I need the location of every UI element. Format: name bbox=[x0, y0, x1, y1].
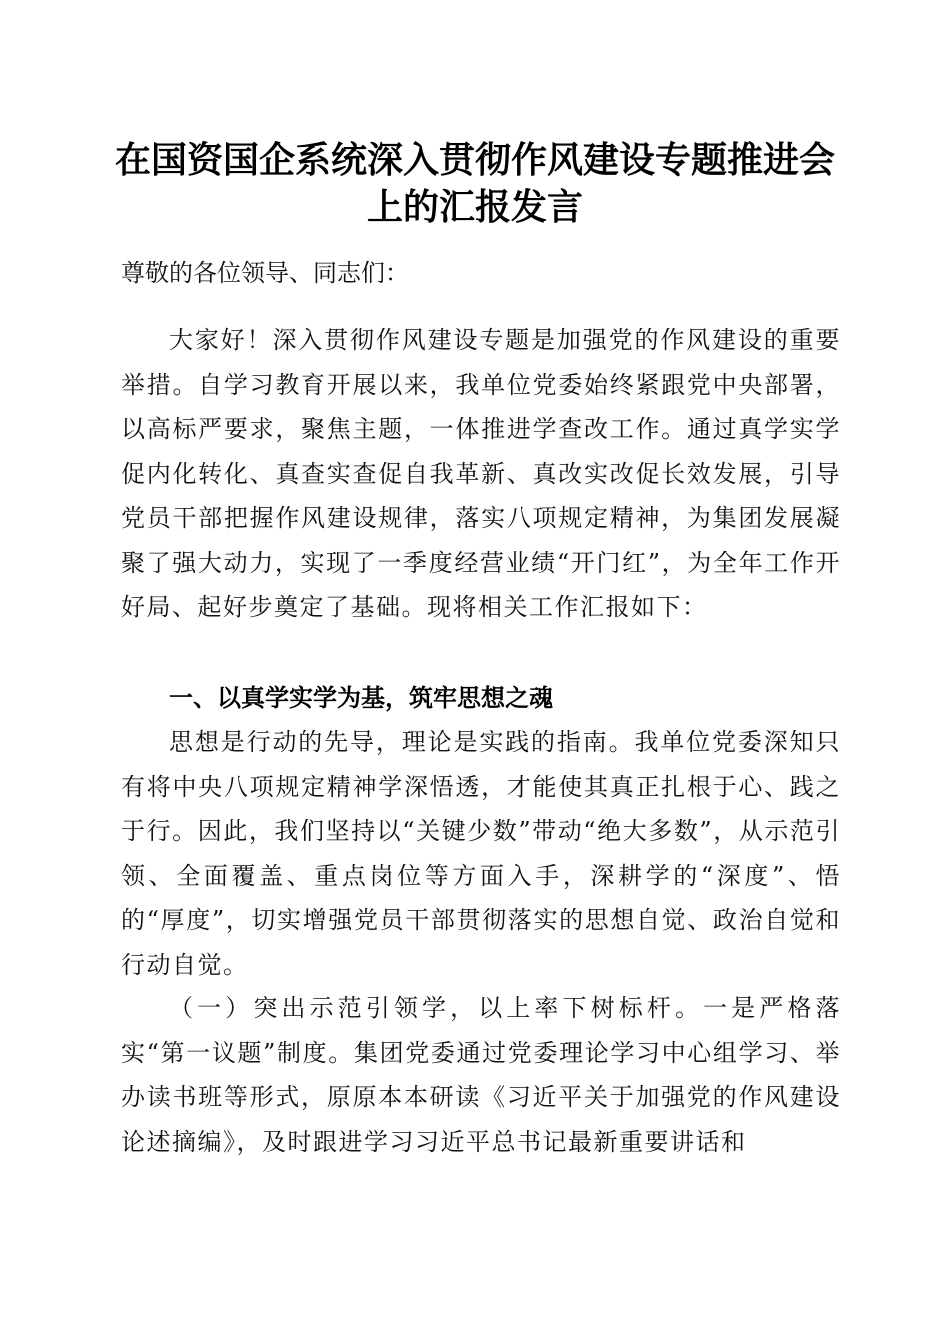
document-title-line-1: 在国资国企系统深入贯彻作风建设专题推进会 bbox=[114, 139, 835, 181]
paragraph-subsection-1: （一）突出示范引领学，以上率下树标杆。一是严格落实“第一议题”制度。集团党委通过党委理论学习中心组学习、举办读书班等形式，原原本本研读《习近平关于加强党的作风建设论述摘编》，及时跟进学习习近平总书记最新重要讲话和 bbox=[121, 994, 841, 1156]
salutation: 尊敬的各位领导、同志们： bbox=[121, 259, 409, 287]
paragraph-section-1: 思想是行动的先导，理论是实践的指南。我单位党委深知只有将中央八项规定精神学深悟透，才能使其真正扎根于心、践之于行。因此，我们坚持以“关键少数”带动“绝大多数”，从示范引领、全面覆盖、重点岗位等方面入手，深耕学的“深度”、悟的“厚度”，切实增强党员干部贯彻落实的思想自觉、政治自觉和行动自觉。 bbox=[121, 728, 841, 979]
document-title-line-2: 上的汇报发言 bbox=[366, 186, 583, 228]
paragraph-intro: 大家好！深入贯彻作风建设专题是加强党的作风建设的重要举措。自学习教育开展以来，我单位党委始终紧跟党中央部署，以高标严要求，聚焦主题，一体推进学查改工作。通过真学实学促内化转化、真查实查促自我革新、真改实改促长效发展，引导党员干部把握作风建设规律，落实八项规定精神，为集团发展凝聚了强大动力，实现了一季度经营业绩“开门红”，为全年工作开好局、起好步奠定了基础。现将相关工作汇报如下： bbox=[121, 326, 841, 621]
section-heading-1: 一、以真学实学为基，筑牢思想之魂 bbox=[169, 684, 553, 712]
